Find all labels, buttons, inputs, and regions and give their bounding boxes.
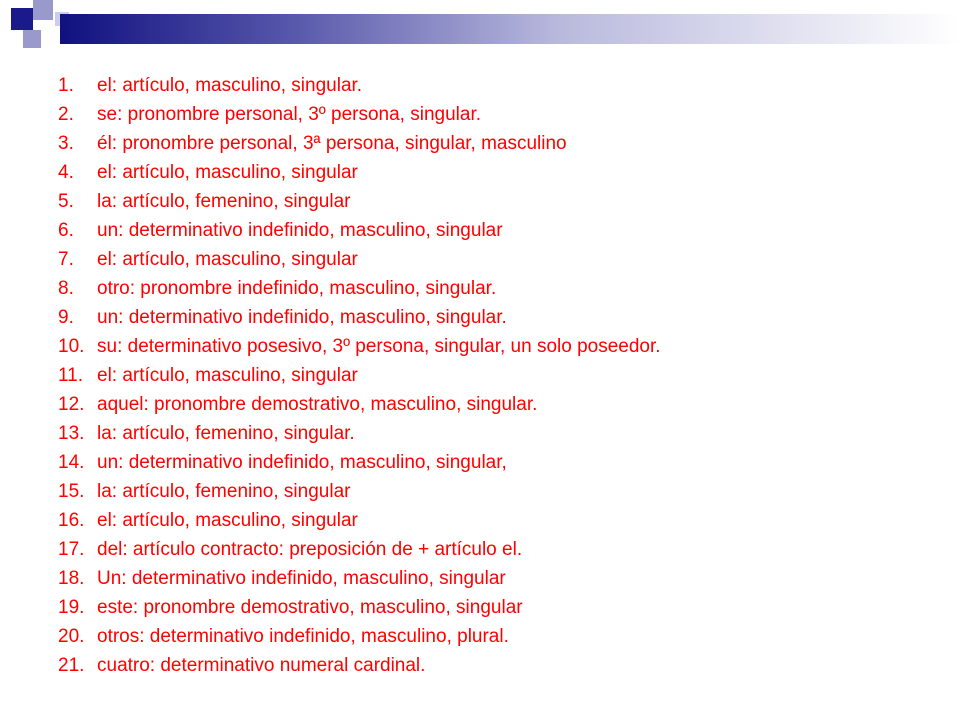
item-number: 3. (58, 133, 74, 154)
item-number: 6. (58, 220, 74, 241)
item-text: la: artículo, femenino, singular (97, 481, 351, 502)
item-number: 16. (58, 510, 85, 531)
item-number: 18. (58, 568, 85, 589)
item-text: se: pronombre personal, 3º persona, singular. (97, 104, 481, 125)
list-item (58, 245, 938, 274)
list-item (58, 448, 938, 477)
item-number: 19. (58, 597, 85, 618)
item-number: 1. (58, 75, 74, 96)
item-text: la: artículo, femenino, singular. (97, 423, 355, 444)
item-text: este: pronombre demostrativo, masculino, singular (97, 597, 523, 618)
list-item (58, 274, 938, 303)
item-number: 14. (58, 452, 85, 473)
item-number: 12. (58, 394, 85, 415)
list-item (58, 216, 938, 245)
item-text: un: determinativo indefinido, masculino, singular (97, 220, 503, 241)
decorative-square-dark (11, 8, 33, 30)
item-text: el: artículo, masculino, singular (97, 249, 358, 270)
list-item (58, 187, 938, 216)
item-number: 9. (58, 307, 74, 328)
list-item (58, 100, 938, 129)
list-item (58, 303, 938, 332)
list-item (58, 477, 938, 506)
item-text: el: artículo, masculino, singular (97, 510, 358, 531)
item-text: aquel: pronombre demostrativo, masculino, singular. (97, 394, 538, 415)
list-item (58, 593, 938, 622)
item-number: 5. (58, 191, 74, 212)
decorative-square-light (23, 30, 41, 48)
item-text: la: artículo, femenino, singular (97, 191, 351, 212)
item-text: el: artículo, masculino, singular (97, 365, 358, 386)
list-item (58, 158, 938, 187)
list-item (58, 332, 938, 361)
item-text: el: artículo, masculino, singular. (97, 75, 363, 96)
decorative-square-light (33, 0, 53, 20)
list-item (58, 564, 938, 593)
grammar-analysis-list (58, 71, 938, 680)
list-item (58, 651, 938, 680)
item-number: 4. (58, 162, 74, 183)
item-number: 15. (58, 481, 85, 502)
item-text: del: artículo contracto: preposición de + artículo el. (97, 539, 523, 560)
item-text: Un: determinativo indefinido, masculino, singular (97, 568, 506, 589)
list-item (58, 71, 938, 100)
item-number: 13. (58, 423, 85, 444)
list-item (58, 361, 938, 390)
item-number: 20. (58, 626, 85, 647)
item-text: un: determinativo indefinido, masculino, singular, (97, 452, 507, 473)
item-number: 10. (58, 336, 85, 357)
list-item (58, 506, 938, 535)
item-text: un: determinativo indefinido, masculino, singular. (97, 307, 507, 328)
list-item (58, 129, 938, 158)
item-text: otro: pronombre indefinido, masculino, singular. (97, 278, 497, 299)
item-text: cuatro: determinativo numeral cardinal. (97, 655, 426, 676)
item-text: otros: determinativo indefinido, masculino, plural. (97, 626, 509, 647)
item-number: 2. (58, 104, 74, 125)
item-number: 7. (58, 249, 74, 270)
item-text: él: pronombre personal, 3ª persona, singular, masculino (97, 133, 567, 154)
item-number: 21. (58, 655, 85, 676)
list-item (58, 419, 938, 448)
list-item (58, 622, 938, 651)
item-text: el: artículo, masculino, singular (97, 162, 358, 183)
list-item (58, 535, 938, 564)
title-gradient-bar (60, 14, 960, 44)
item-number: 17. (58, 539, 85, 560)
item-text: su: determinativo posesivo, 3º persona, singular, un solo poseedor. (97, 336, 661, 357)
item-number: 8. (58, 278, 74, 299)
list-item (58, 390, 938, 419)
slide-content (58, 71, 938, 680)
item-number: 11. (58, 365, 84, 386)
